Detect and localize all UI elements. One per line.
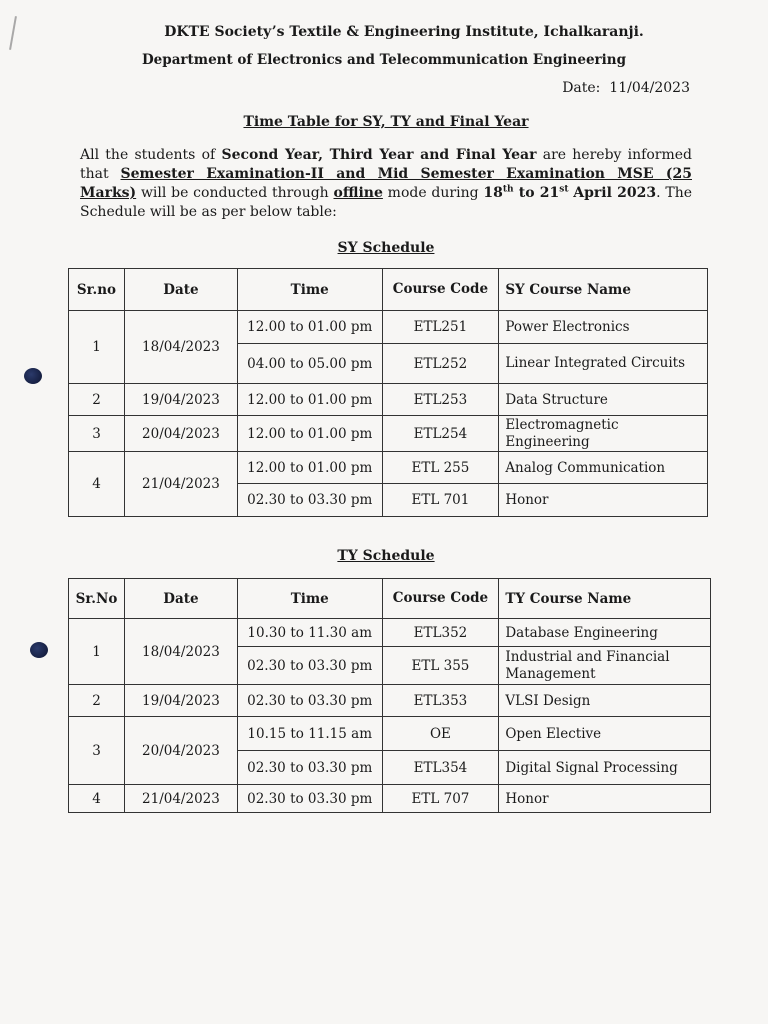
date-label: Date: xyxy=(562,80,601,96)
table-row: 02.30 to 03.30 pm ETL 701 Honor xyxy=(69,484,708,517)
table-row: 2 19/04/2023 12.00 to 01.00 pm ETL253 Data Structure xyxy=(69,384,708,416)
table-row: 1 18/04/2023 10.30 to 11.30 am ETL352 Database Engineering xyxy=(69,619,711,647)
table-row: 1 18/04/2023 12.00 to 01.00 pm ETL251 Power Electronics xyxy=(69,311,708,344)
date-value: 11/04/2023 xyxy=(609,80,690,96)
col-course-code: Course Code xyxy=(382,269,499,311)
table-header-row xyxy=(69,269,708,311)
col-date: Date xyxy=(124,269,237,311)
table-row: 4 21/04/2023 12.00 to 01.00 pm ETL 255 Analog Communication xyxy=(69,452,708,484)
col-date: Date xyxy=(124,579,237,619)
notice-date xyxy=(562,80,690,96)
institute-name: DKTE Society’s Textile & Engineering Institute, Ichalkaranji. xyxy=(164,24,644,40)
department-name: Department of Electronics and Telecommunication Engineering xyxy=(141,52,627,68)
table-row: 02.30 to 03.30 pm ETL354 Digital Signal Processing xyxy=(69,751,711,785)
table-row: 02.30 to 03.30 pm ETL 355 Industrial and Financial Management xyxy=(69,647,711,685)
table-row: 4 21/04/2023 02.30 to 03.30 pm ETL 707 Honor xyxy=(69,785,711,813)
table-header-row xyxy=(69,579,711,619)
col-course-name: SY Course Name xyxy=(499,269,708,311)
sy-schedule-table xyxy=(68,268,708,517)
punch-hole-icon xyxy=(24,368,42,384)
notice-paragraph: All the students of Second Year, Third Year and Final Year are hereby informed that Semester Examination-II and Mid Semester Examination MSE (25 Marks) will be conducted through offline mode during 18th to 21st April 2023. The Schedule will be as per below table: xyxy=(80,147,693,220)
page-title: Time Table for SY, TY and Final Year xyxy=(243,114,529,130)
col-course-name: TY Course Name xyxy=(499,579,711,619)
col-time: Time xyxy=(237,269,382,311)
table-row: 04.00 to 05.00 pm ETL252 Linear Integrated Circuits xyxy=(69,344,708,384)
ty-schedule-table xyxy=(68,578,711,813)
punch-hole-icon xyxy=(30,642,48,658)
col-srno: Sr.no xyxy=(69,269,125,311)
col-course-code: Course Code xyxy=(382,579,499,619)
col-srno: Sr.No xyxy=(69,579,125,619)
table-row: 3 20/04/2023 10.15 to 11.15 am OE Open Elective xyxy=(69,717,711,751)
table-row: 2 19/04/2023 02.30 to 03.30 pm ETL353 VLSI Design xyxy=(69,685,711,717)
table-row: 3 20/04/2023 12.00 to 01.00 pm ETL254 Electromagnetic Engineering xyxy=(69,416,708,452)
pencil-mark xyxy=(9,16,17,50)
ty-schedule-title: TY Schedule xyxy=(337,548,435,564)
sy-schedule-title: SY Schedule xyxy=(337,240,435,256)
col-time: Time xyxy=(237,579,382,619)
